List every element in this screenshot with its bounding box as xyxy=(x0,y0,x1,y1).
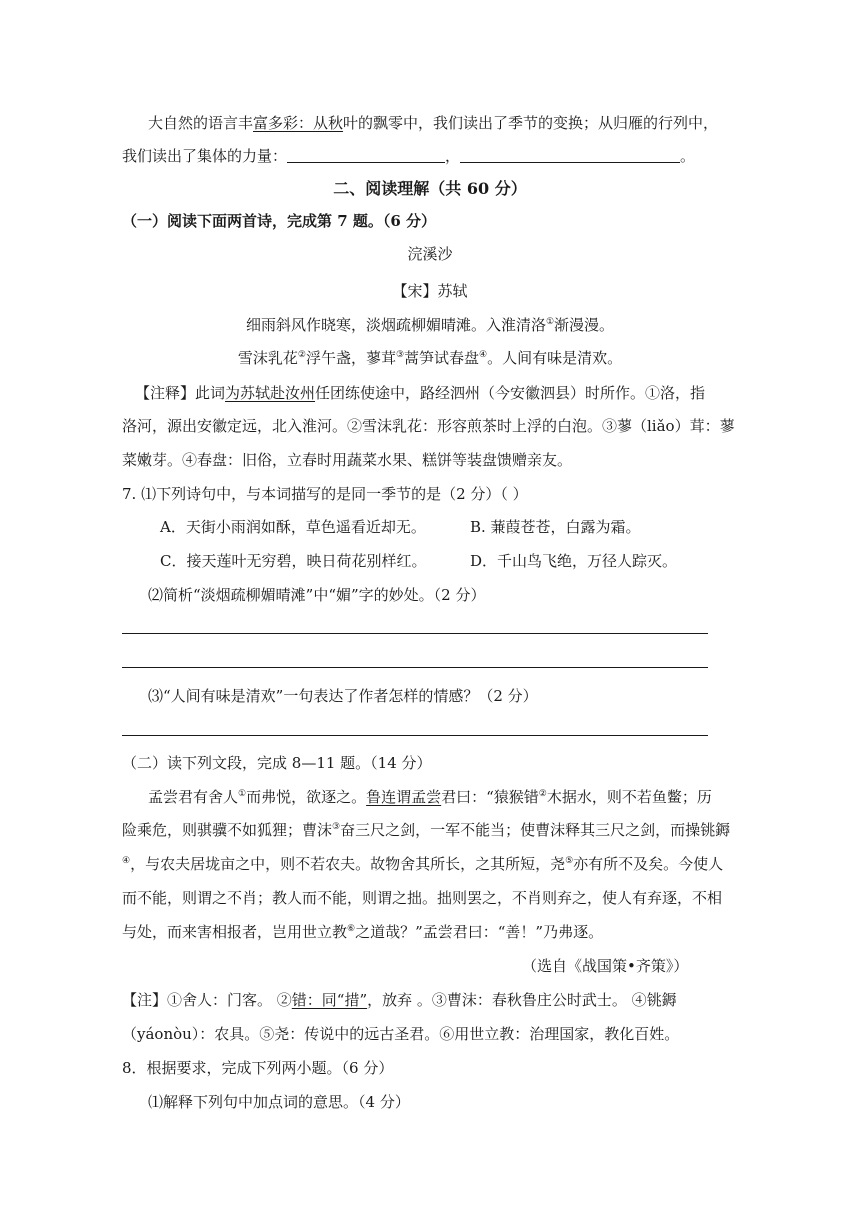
classical-text: 奋三尺之剑，一军不能当；使曹沫释其三尺之剑，而操铫鎒 xyxy=(340,821,731,839)
intro-line-2 xyxy=(122,146,695,166)
answer-line[interactable] xyxy=(122,633,708,634)
classical-text-line-2 xyxy=(122,820,730,840)
note-text: ，放弃 。③曹沫：春秋鲁庄公时武士。 ④铫鎒 xyxy=(367,991,677,1009)
classical-text: 木据水，则不若鱼鳖；历 xyxy=(546,788,712,806)
section-title: 二、阅读理解（共 60 分） xyxy=(333,179,527,198)
option-d: D．千山鸟飞绝，万径人踪灭。 xyxy=(470,552,678,570)
note-text: 【注】①舍人：门客。 ② xyxy=(122,991,292,1009)
separator: ， xyxy=(445,147,461,165)
option-b: B. 蒹葭苍苍，白露为霜。 xyxy=(470,518,641,536)
classical-text: ，与农夫居垅亩之中，则不若农夫。故物舍其所长，之其所短，尧 xyxy=(130,855,566,873)
footnote-mark: ② xyxy=(538,789,547,799)
option-a: A．天街小雨润如酥，草色遥看近却无。 xyxy=(160,518,426,536)
classical-text: 险乘危，则骐骥不如狐狸；曹沫 xyxy=(122,821,333,839)
classical-text: 孟尝君有舍人 xyxy=(148,788,239,806)
question-7-1: 7. ⑴下列诗句中，与本词描写的是同一季节的是（2 分）（ ） xyxy=(122,485,528,503)
classical-text-line-3 xyxy=(122,854,723,874)
poem-note-line-1 xyxy=(135,383,705,403)
footnote-mark: ③ xyxy=(332,822,341,832)
intro-text: 我们读出了集体的力量： xyxy=(122,147,288,165)
classical-note-line-2: （yáonòu）：农具。⑤尧：传说中的远古圣君。⑥用世立教：治理国家，教化百姓。 xyxy=(122,1025,680,1043)
classical-text-line-4: 而不能，则谓之不肖；教人而不能，则谓之拙。拙则罢之，不肖则弃之，使人有弃逐，不相 xyxy=(122,889,723,907)
source-citation: （选自《战国策•齐策》） xyxy=(522,957,689,975)
poem-text: 细雨斜风作晓寒，淡烟疏柳媚晴滩。入淮清洛 xyxy=(245,316,546,334)
option-c: C．接天莲叶无穷碧，映日荷花别样红。 xyxy=(160,552,427,570)
footnote-mark: ④ xyxy=(479,350,488,360)
poem-text: 浮午盏，蓼茸 xyxy=(305,349,396,367)
poem-note-line-3: 菜嫩芽。④春盘：旧俗，立春时用蔬菜水果、糕饼等装盘馈赠亲友。 xyxy=(122,451,573,469)
poem-line-1 xyxy=(0,315,860,335)
classical-text: 亦有所不及矣。今使人 xyxy=(573,855,724,873)
footnote-mark: ① xyxy=(545,317,555,327)
poem-text: 蒿笋试春盘 xyxy=(404,349,480,367)
note-underlined-text: 为苏轼赴汝州 xyxy=(225,384,316,402)
classical-underlined-text: 鲁连谓孟尝 xyxy=(366,788,442,806)
poem-line-2 xyxy=(0,348,860,368)
footnote-mark: ⑥ xyxy=(347,924,356,934)
poem-note-line-2: 洛河，源出安徽定远，北入淮河。②雪沫乳花：形容煎茶时上浮的白泡。③蓼（liǎo）茸：蓼 xyxy=(122,417,735,435)
note-text: 任团练使途中，路经泗州（今安徽泗县）时所作。①洛，指 xyxy=(315,384,706,402)
answer-line[interactable] xyxy=(122,735,708,736)
poem-text: 雪沫乳花 xyxy=(237,349,298,367)
classical-text-line-1 xyxy=(148,787,712,807)
part1-heading: （一）阅读下面两首诗，完成第 7 题。（6 分） xyxy=(122,212,437,230)
question-8: 8．根据要求，完成下列两小题。（6 分） xyxy=(122,1059,394,1077)
intro-text: 大自然的语言丰 xyxy=(148,114,254,132)
answer-blank-2[interactable] xyxy=(460,147,680,163)
classical-text: 与处，而来害相报者，岂用世立教 xyxy=(122,923,348,941)
footnote-mark: ③ xyxy=(395,350,405,360)
footnote-mark: ⑤ xyxy=(565,856,574,866)
intro-line-1 xyxy=(148,113,718,133)
poem-author: 【宋】苏轼 xyxy=(392,282,468,300)
footnote-mark: ② xyxy=(297,350,306,360)
poem-text: 。人间有味是清欢。 xyxy=(487,349,623,367)
footnote-mark: ① xyxy=(238,789,247,799)
note-text: 【注释】此词 xyxy=(135,384,226,402)
poem-text: 渐漫漫。 xyxy=(554,316,615,334)
classical-note-line-1 xyxy=(122,990,677,1010)
intro-text: 叶的飘零中，我们读出了季节的变换；从归雁的行列中， xyxy=(343,114,719,132)
intro-underlined-text: 富多彩：从秋 xyxy=(253,114,344,132)
footnote-mark: ④ xyxy=(122,856,131,866)
period: 。 xyxy=(680,147,696,165)
classical-text-line-5 xyxy=(122,922,603,942)
classical-text: 之道哉？”孟尝君曰：“善！”乃弗逐。 xyxy=(355,923,604,941)
poem-title: 浣溪沙 xyxy=(407,245,453,263)
question-7-3: ⑶“人间有味是清欢”一句表达了作者怎样的情感？（2 分） xyxy=(148,687,538,705)
answer-line[interactable] xyxy=(122,667,708,668)
question-7-2: ⑵简析“淡烟疏柳媚晴滩”中“媚”字的妙处。（2 分） xyxy=(148,586,486,604)
classical-text: 君曰：“猿猴错 xyxy=(441,788,539,806)
classical-text: 而弗悦，欲逐之。 xyxy=(246,788,367,806)
part2-heading: （二）读下列文段，完成 8—11 题。（14 分） xyxy=(122,754,432,772)
answer-blank-1[interactable] xyxy=(287,147,445,163)
note-underlined-text: 错：同“措” xyxy=(291,991,368,1009)
question-8-1: ⑴解释下列句中加点词的意思。（4 分） xyxy=(148,1093,410,1111)
